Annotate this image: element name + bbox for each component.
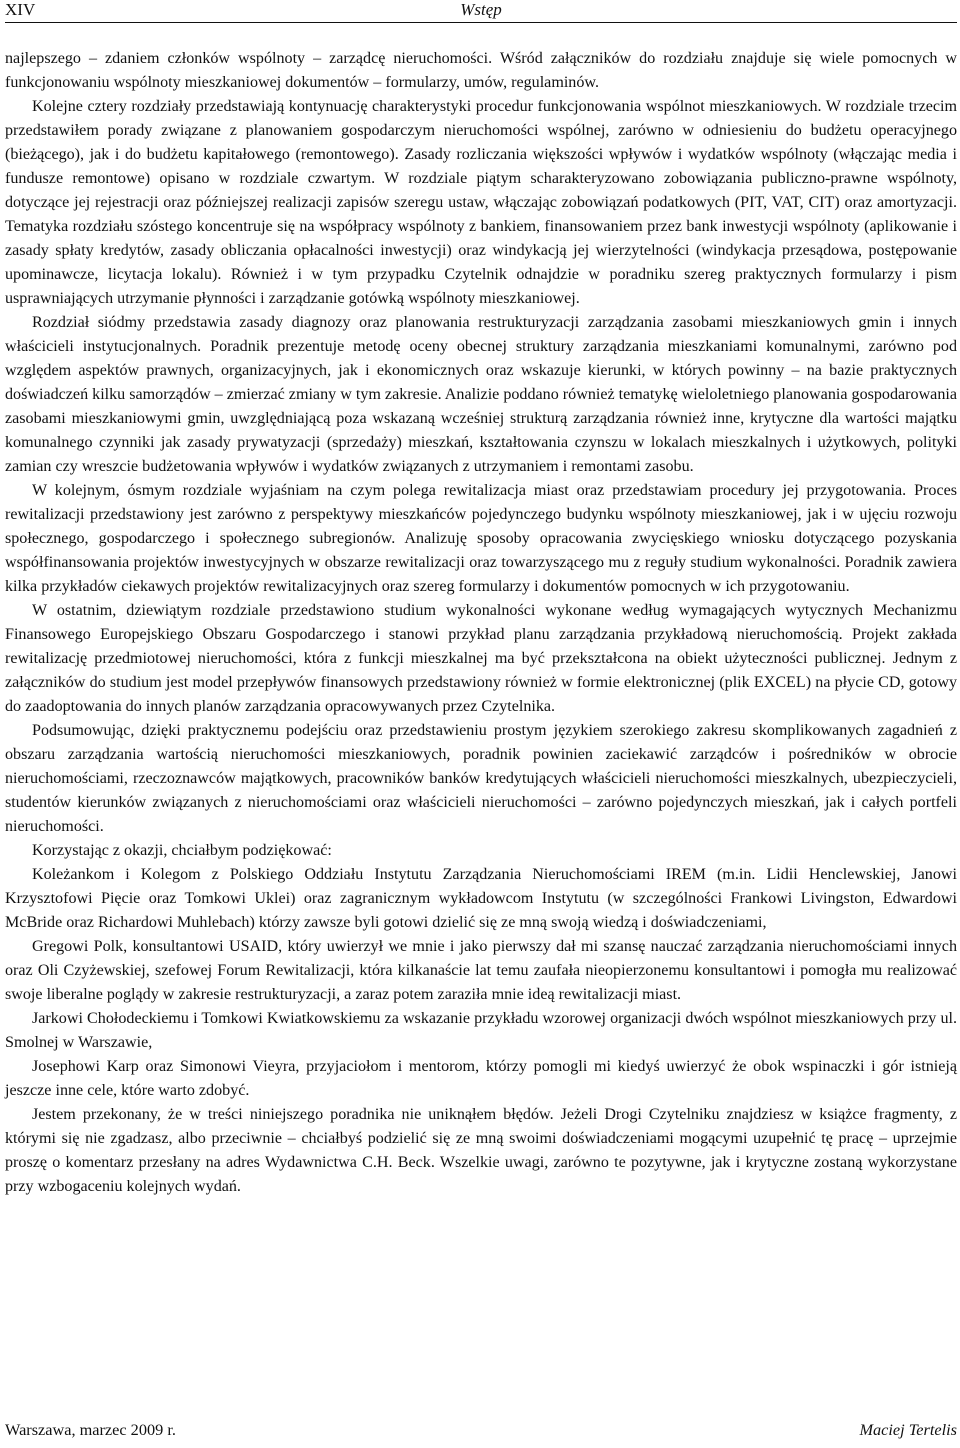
author-signature: Maciej Tertelis xyxy=(859,1420,957,1439)
page-footer xyxy=(5,1418,957,1442)
header-rule xyxy=(5,22,957,23)
paragraph-3: Rozdział siódmy przedstawia zasady diagnozy oraz planowania restrukturyzacji zarządzania zasobami mieszkaniowych gmin i innych właścicieli instytucjonalnych. Poradnik prezentuje metodę oceny obecnej struktury zarządzania mieszkaniami komunalnymi, zarówno pod względem aspektów prawnych, organizacyjnych, jak i ekonomicznych oraz wskazuje kierunki, w których powinny – na bazie praktycznych doświadczeń kilku samorządów – zmierzać zmiany w tym zakresie. Analizie poddano również tematykę wieloletniego planowania gospodarowania zasobami mieszkaniowymi gmin, uwzględniającą poza wskazaną wcześniej strukturą zarządzania również inne, krytyczne dla wartości majątku komunalnego czynniki jak zasady prywatyzacji (sprzedaży) mieszkań, kształtowania czynszu w lokalach mieszkalnych i użytkowych, polityki zamian czy wreszcie budżetowania wpływów i wydatków związanych z utrzymaniem i remontami zasobu. xyxy=(5,314,957,475)
running-title: Wstęp xyxy=(460,0,502,19)
page-number: XIV xyxy=(5,0,36,19)
paragraph-4: W kolejnym, ósmym rozdziale wyjaśniam na czym polega rewitalizacja miast oraz przedstawiam procedury jej przygotowania. Proces rewitalizacji przedstawiony jest zarówno z perspektywy mieszkańców pojedynczego budynku wspólnoty mieszkaniowej, jak i w ujęciu rozwoju społecznego, gospodarczego i społecznego subregionów. Analizuję sposoby opracowania zwycięskiego wniosku dotyczącego pozyskania współfinansowania projektów inwestycyjnych w obszarze rewitalizacji oraz towarzyszącego mu z reguły studium wykonalności. Poradnik zawiera kilka przykładów ciekawych projektów rewitalizacyjnych oraz szereg formularzy i dokumentów pomocnych w ich przygotowaniu. xyxy=(5,482,957,595)
paragraph-10: Jarkowi Chołodeckiemu i Tomkowi Kwiatkowskiemu za wskazanie przykładu wzorowej organizacji dwóch wspólnot mieszkaniowych przy ul. Smolnej w Warszawie, xyxy=(5,1010,957,1051)
paragraph-6: Podsumowując, dzięki praktycznemu podejściu oraz przedstawieniu prostym językiem szerokiego zakresu skomplikowanych zagadnień z obszaru zarządzania wartością nieruchomości mieszkaniowych, poradnik powinien zaciekawić zarządców i pośredników w obrocie nieruchomościami, rzeczoznawców majątkowych, pracowników banków kredytujących właścicieli nieruchomości mieszkalnych, ubezpieczycieli, studentów kierunków związanych z nieruchomościami oraz właścicieli nieruchomości – zarówno pojedynczych mieszkań, jak i całych portfeli nieruchomości. xyxy=(5,722,957,835)
paragraph-9: Gregowi Polk, konsultantowi USAID, który uwierzył we mnie i jako pierwszy dał mi szansę nauczać zarządzania nieruchomościami innych oraz Oli Czyżewskiej, szefowej Forum Rewitalizacji, która kilkanaście lat temu zaufała nieopierzonemu konsultantowi i pomogła mu realizować swoje liberalne poglądy w zakresie restrukturyzacji, a zaraz potem zaraziła mnie ideą rewitalizacji miast. xyxy=(5,938,957,1003)
paragraph-1: najlepszego – zdaniem członków wspólnoty – zarządcę nieruchomości. Wśród załączników do rozdziału znajduje się wiele pomocnych w funkcjonowaniu wspólnoty mieszkaniowej dokumentów – formularzy, umów, regulaminów. xyxy=(5,50,957,91)
paragraph-11: Josephowi Karp oraz Simonowi Vieyra, przyjaciołom i mentorom, którzy pomogli mi kiedyś uwierzyć że obok wspinaczki i gór istnieją jeszcze inne cele, które warto zdobyć. xyxy=(5,1058,957,1099)
paragraph-12: Jestem przekonany, że w treści niniejszego poradnika nie uniknąłem błędów. Jeżeli Drogi Czytelniku znajdziesz w książce fragmenty, z którymi się nie zgadzasz, albo przeciwnie – chciałbyś podzielić się ze mną swoimi doświadczeniami mogącymi uzupełnić tę pracę – uprzejmie proszę o komentarz przesłany na adres Wydawnictwa C.H. Beck. Wszelkie uwagi, zarówno te pozytywne, jak i krytyczne zostaną wykorzystane przy wzbogaceniu kolejnych wydań. xyxy=(5,1106,957,1195)
body-text xyxy=(5,47,957,1199)
paragraph-2: Kolejne cztery rozdziały przedstawiają kontynuację charakterystyki procedur funkcjonowania wspólnot mieszkaniowych. W rozdziale trzecim przedstawiłem porady związane z planowaniem gospodarczym nieruchomości wspólnej, zarówno w odniesieniu do budżetu operacyjnego (bieżącego), jak i do budżetu kapitałowego (remontowego). Zasady rozliczania większości wpływów i wydatków wspólnoty (włączając media i fundusze remontowe) opisano w rozdziale czwartym. W rozdziale piątym scharakteryzowano zobowiązania publiczno-prawne wspólnoty, dotyczące jej rejestracji oraz późniejszej realizacji zapisów szeregu ustaw, włączając zobowiązań podatkowych (PIT, VAT, CIT) oraz amortyzacji. Tematyka rozdziału szóstego koncentruje się na współpracy wspólnoty z bankiem, finansowaniem przez bank inwestycji wspólnoty (aplikowanie i zasady spłaty kredytów, zasady obliczania opłacalności inwestycji) oraz windykacją jej wierzytelności (windykacja przesądowa, postępowanie upominawcze, licytacja lokalu). Również i w tym przypadku Czytelnik odnajdzie w poradniku szereg praktycznych formularzy i pism usprawniających utrzymanie płynności i zarządzanie gotówką wspólnoty mieszkaniowej. xyxy=(5,98,957,307)
paragraph-7: Korzystając z okazji, chciałbym podziękować: xyxy=(32,842,332,859)
place-date: Warszawa, marzec 2009 r. xyxy=(5,1420,176,1439)
paragraph-8: Koleżankom i Kolegom z Polskiego Oddziału Instytutu Zarządzania Nieruchomościami IREM (m.in. Lidii Henclewskiej, Janowi Krzysztofowi Pięcie oraz Tomkowi Uklei) oraz zagranicznym wykładowcom Instytutu (w szczególności Frankowi Livingston, Edwardowi McBride oraz Richardowi Muhlebach) którzy zawsze byli gotowi dzielić się ze mną swoją wiedzą i doświadczeniami, xyxy=(5,866,957,931)
page-header xyxy=(5,0,957,22)
paragraph-5: W ostatnim, dziewiątym rozdziale przedstawiono studium wykonalności wykonane według wymagających wytycznych Mechanizmu Finansowego Europejskiego Obszaru Gospodarczego i stanowi przykład planu zarządzania przykładową nieruchomością. Projekt zakłada rewitalizację przedmiotowej nieruchomości, która z funkcji mieszkalnej ma być przekształcona na obiekt użyteczności publicznej. Jednym z załączników do studium jest model przepływów finansowych przedstawiony również w formie elektronicznej (plik EXCEL) na płycie CD, gotowy do zaadoptowania do innych planów zarządzania opracowywanych przez Czytelnika. xyxy=(5,602,957,715)
